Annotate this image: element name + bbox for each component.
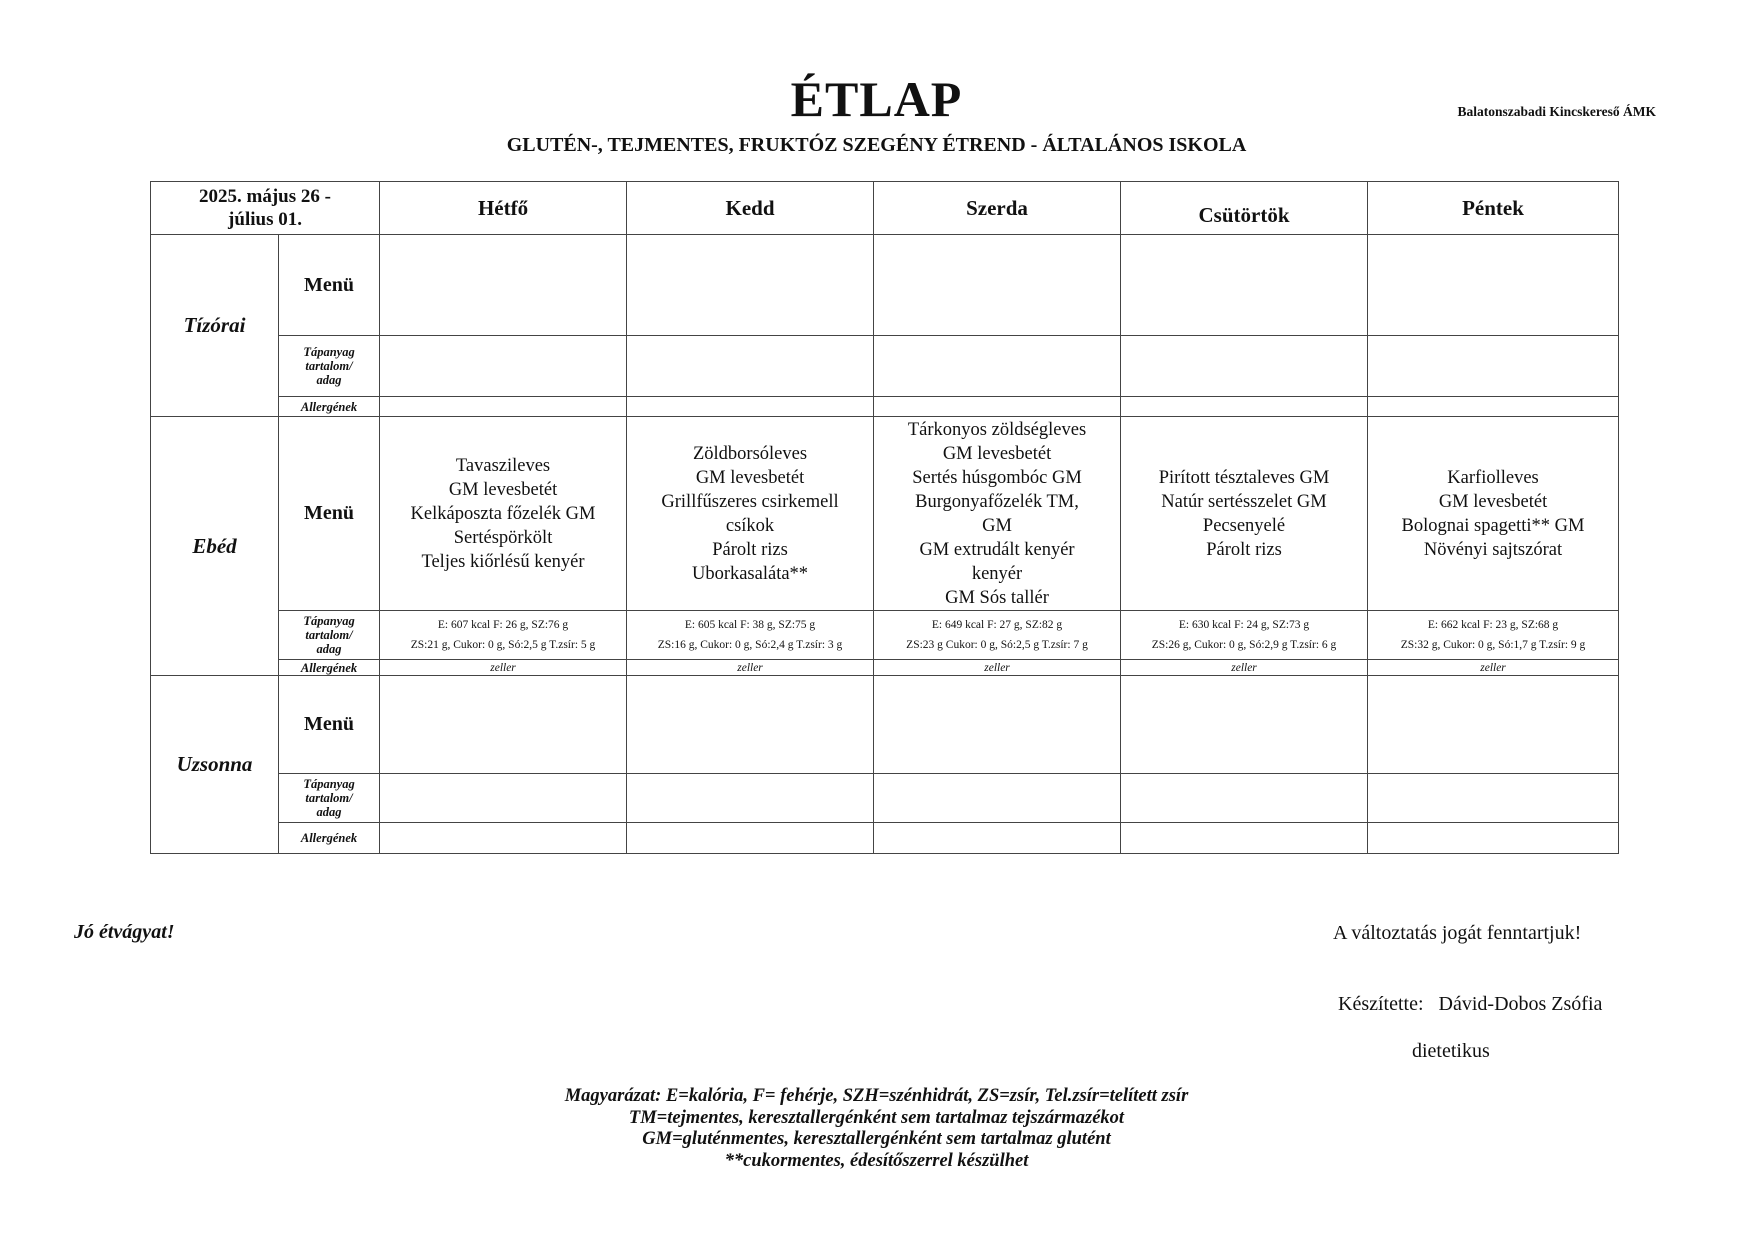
nutrient-cell (380, 336, 627, 397)
nutrients-label-line: adag (316, 373, 342, 387)
menu-cell-tuesday (627, 417, 874, 611)
reserve-rights-note: A változtatás jogát fenntartjuk! (1333, 922, 1582, 944)
date-range-end: július 01. (228, 209, 302, 230)
legend-line: **cukormentes, édesítőszerrel készülhet (724, 1150, 1029, 1171)
ebed-allergen-row (151, 660, 1619, 676)
allergen-cell (380, 823, 627, 854)
dish-item: Párolt rizs (1206, 539, 1282, 560)
date-range-cell (151, 182, 380, 235)
prepared-by (1338, 993, 1602, 1016)
dish-item: Burgonyafőzelék TM, (915, 491, 1079, 512)
dish-item: csíkok (725, 515, 775, 536)
allergen-cell (627, 823, 874, 854)
nutrients-label-line: tartalom/ (305, 791, 353, 805)
nutrients-label-line: Tápanyag (303, 345, 355, 359)
nutrient-line: ZS:23 g Cukor: 0 g, Só:2,5 g T.zsír: 7 g (906, 639, 1088, 651)
allergen-cell-monday: zeller (380, 660, 627, 676)
dish-item: kenyér (971, 563, 1023, 584)
nutrient-line: E: 605 kcal F: 38 g, SZ:75 g (684, 619, 816, 631)
nutrients-label-line: Tápanyag (303, 614, 355, 628)
nutrient-cell (1121, 774, 1368, 823)
menu-cell (874, 235, 1121, 336)
day-header-monday: Hétfő (380, 182, 627, 235)
row-label-menu: Menü (279, 235, 380, 336)
nutrient-cell-tuesday (627, 611, 874, 660)
dish-item: Párolt rizs (712, 539, 788, 560)
page-title: ÉTLAP (790, 71, 963, 127)
menu-cell-friday (1368, 417, 1619, 611)
legend-line: Magyarázat: E=kalória, F= fehérje, SZH=szénhidrát, ZS=zsír, Tel.zsír=telített zsír (564, 1086, 1189, 1106)
tizorai-allergen-row (151, 397, 1619, 417)
day-header-wednesday: Szerda (874, 182, 1121, 235)
menu-cell (1368, 235, 1619, 336)
nutrient-cell-friday (1368, 611, 1619, 660)
row-label-allergens: Allergének (279, 397, 380, 417)
menu-cell (380, 235, 627, 336)
uzsonna-allergen-row (151, 823, 1619, 854)
menu-cell (627, 235, 874, 336)
allergen-cell (1368, 823, 1619, 854)
dish-item: Uborkasaláta** (691, 563, 809, 584)
dish-item: Natúr sertésszelet GM (1161, 491, 1327, 512)
row-label-menu: Menü (279, 676, 380, 774)
row-label-nutrients (279, 336, 380, 397)
dish-item: GM levesbetét (1438, 491, 1548, 512)
nutrient-cell (1368, 774, 1619, 823)
dish-item: GM levesbetét (942, 443, 1052, 464)
nutrient-line: ZS:32 g, Cukor: 0 g, Só:1,7 g T.zsír: 9 g (1400, 639, 1586, 651)
institution-name: Balatonszabadi Kincskereső ÁMK (1457, 104, 1656, 119)
row-label-allergens: Allergének (279, 660, 380, 676)
dish-item: Sertéspörkölt (453, 527, 553, 548)
allergen-cell-thursday: zeller (1121, 660, 1368, 676)
allergen-cell (1121, 823, 1368, 854)
day-header-friday: Péntek (1368, 182, 1619, 235)
row-label-allergens: Allergének (279, 823, 380, 854)
menu-cell (1121, 235, 1368, 336)
row-label-menu: Menü (279, 417, 380, 611)
nutrient-line: E: 662 kcal F: 23 g, SZ:68 g (1427, 619, 1559, 631)
menu-cell (874, 676, 1121, 774)
nutrient-cell (1121, 336, 1368, 397)
tizorai-menu-row (151, 235, 1619, 336)
prepared-by-label: Készítette: (1338, 993, 1424, 1015)
nutrients-label-line: tartalom/ (305, 628, 353, 642)
dish-item: GM levesbetét (695, 467, 805, 488)
allergen-cell-friday: zeller (1368, 660, 1619, 676)
menu-cell (627, 676, 874, 774)
dish-item: Növényi sajtszórat (1423, 539, 1563, 560)
allergen-cell (627, 397, 874, 417)
dish-item: Pecsenyelé (1202, 515, 1286, 536)
dish-item: Bolognai spagetti** GM (1401, 515, 1585, 536)
dish-item: Zöldborsóleves (692, 443, 808, 464)
dish-item: GM (982, 515, 1012, 536)
row-label-nutrients (279, 611, 380, 660)
date-range-start: 2025. május 26 - (199, 186, 331, 207)
allergen-cell-tuesday: zeller (627, 660, 874, 676)
dish-item: Tárkonyos zöldségleves (907, 419, 1087, 440)
header-row (151, 182, 1619, 235)
meal-label-uzsonna: Uzsonna (151, 676, 279, 854)
menu-table (150, 181, 1619, 854)
nutrients-label-line: Tápanyag (303, 777, 355, 791)
nutrient-line: ZS:21 g, Cukor: 0 g, Só:2,5 g T.zsír: 5 g (410, 639, 596, 651)
day-header-thursday: Csütörtök (1121, 182, 1368, 235)
day-header-tuesday: Kedd (627, 182, 874, 235)
nutrients-label-line: tartalom/ (305, 359, 353, 373)
menu-cell-monday (380, 417, 627, 611)
nutrient-line: ZS:26 g, Cukor: 0 g, Só:2,9 g T.zsír: 6 g (1151, 639, 1337, 651)
nutrient-line: ZS:16 g, Cukor: 0 g, Só:2,4 g T.zsír: 3 g (657, 639, 843, 651)
allergen-cell-wednesday: zeller (874, 660, 1121, 676)
menu-cell (1368, 676, 1619, 774)
ebed-nutrient-row (151, 611, 1619, 660)
nutrient-line: E: 630 kcal F: 24 g, SZ:73 g (1178, 619, 1310, 631)
allergen-cell (1368, 397, 1619, 417)
nutrient-cell (627, 336, 874, 397)
meal-label-ebed: Ebéd (151, 417, 279, 676)
profession: dietetikus (1412, 1040, 1490, 1062)
dish-item: Teljes kiőrlésű kenyér (421, 551, 585, 572)
uzsonna-nutrient-row (151, 774, 1619, 823)
allergen-cell (874, 397, 1121, 417)
allergen-cell (874, 823, 1121, 854)
menu-cell (380, 676, 627, 774)
allergen-cell (1121, 397, 1368, 417)
dish-item: GM levesbetét (448, 479, 558, 500)
nutrient-line: E: 649 kcal F: 27 g, SZ:82 g (931, 619, 1063, 631)
meal-label-tizorai: Tízórai (151, 235, 279, 417)
nutrient-cell (380, 774, 627, 823)
nutrients-label-line: adag (316, 642, 342, 656)
nutrient-cell (874, 336, 1121, 397)
uzsonna-menu-row (151, 676, 1619, 774)
menu-cell-thursday (1121, 417, 1368, 611)
nutrient-cell (1368, 336, 1619, 397)
menu-cell (1121, 676, 1368, 774)
legend-line: TM=tejmentes, keresztallergénként sem tartalmaz tejszármazékot (628, 1107, 1125, 1128)
tizorai-nutrient-row (151, 336, 1619, 397)
nutrient-cell (874, 774, 1121, 823)
dish-item: GM extrudált kenyér (919, 539, 1075, 560)
legend (0, 1086, 1753, 1172)
legend-line: GM=gluténmentes, keresztallergénként sem tartalmaz glutént (642, 1129, 1111, 1149)
dish-item: Karfiolleves (1447, 467, 1539, 488)
dish-item: Sertés húsgombóc GM (912, 467, 1082, 488)
nutrient-cell-wednesday (874, 611, 1121, 660)
dish-item: GM Sós tallér (945, 587, 1049, 608)
nutrient-cell-thursday (1121, 611, 1368, 660)
menu-cell-wednesday (874, 417, 1121, 611)
dish-item: Tavaszileves (455, 455, 551, 476)
greeting: Jó étvágyat! (74, 921, 175, 943)
nutrient-cell (627, 774, 874, 823)
nutrient-cell-monday (380, 611, 627, 660)
prepared-by-name: Dávid-Dobos Zsófia (1438, 993, 1603, 1015)
row-label-nutrients (279, 774, 380, 823)
allergen-cell (380, 397, 627, 417)
dish-item: Pirított tésztaleves GM (1158, 467, 1330, 488)
page-subtitle: GLUTÉN-, TEJMENTES, FRUKTÓZ SZEGÉNY ÉTREND - ÁLTALÁNOS ISKOLA (506, 134, 1247, 156)
nutrient-line: E: 607 kcal F: 26 g, SZ:76 g (437, 619, 569, 631)
dish-item: Kelkáposzta főzelék GM (410, 503, 596, 524)
dish-item: Grillfűszeres csirkemell (661, 491, 839, 512)
nutrients-label-line: adag (316, 805, 342, 819)
ebed-menu-row (151, 417, 1619, 611)
